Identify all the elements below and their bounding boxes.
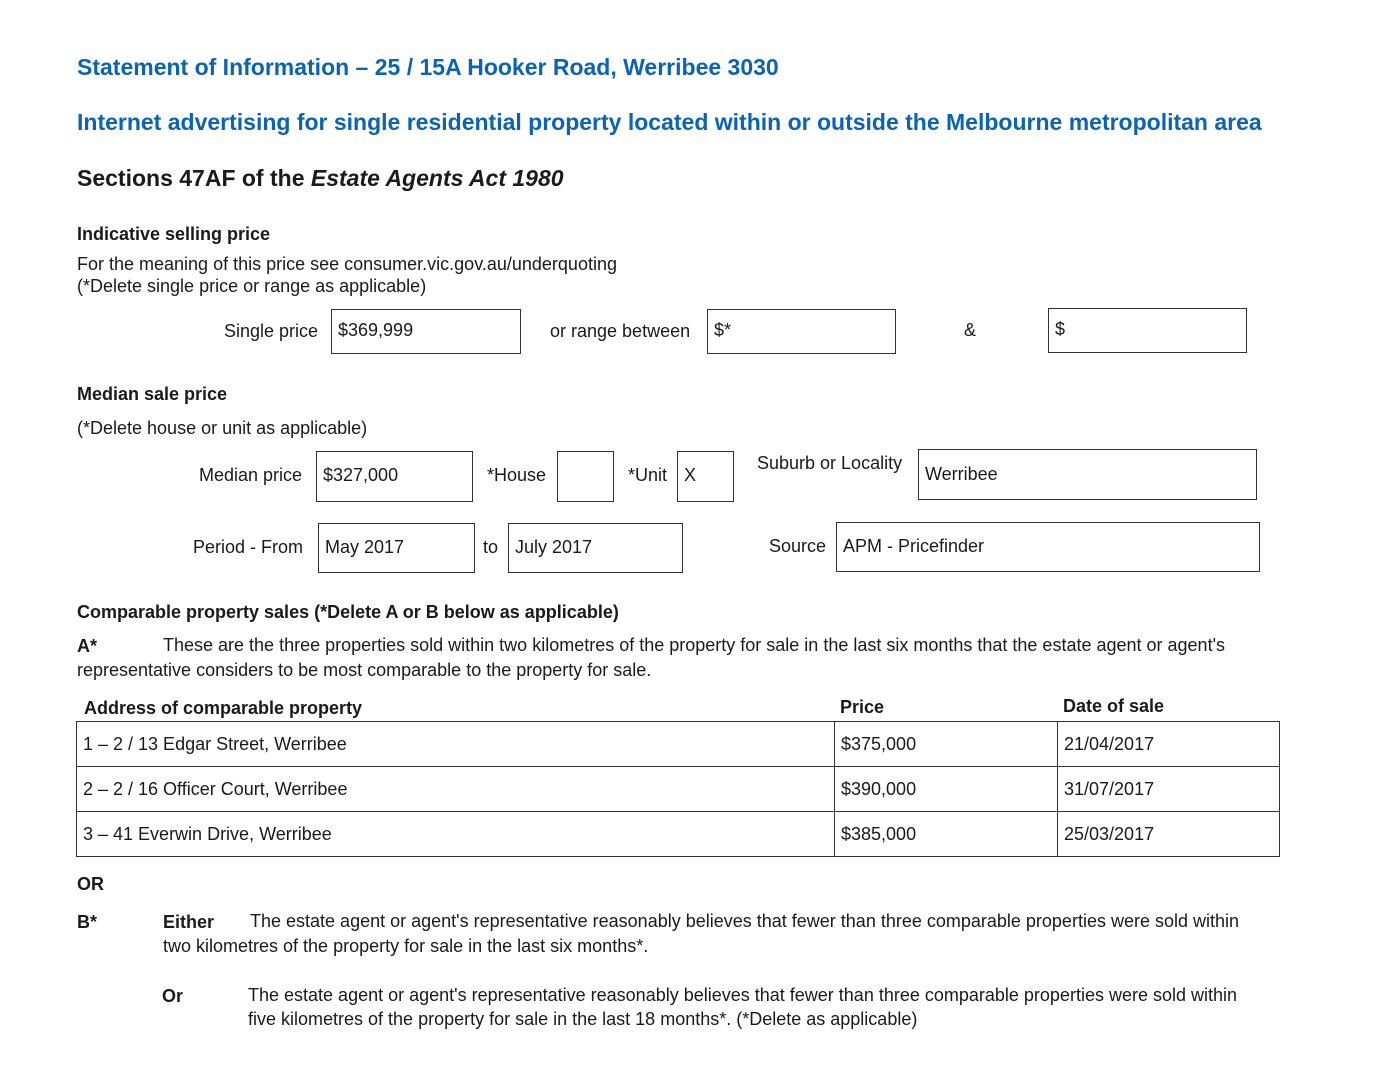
house-checkbox[interactable]	[557, 451, 614, 502]
unit-checkbox[interactable]: X	[677, 451, 734, 502]
or-option-text-line2: five kilometres of the property for sale in the last 18 months*. (*Delete as applicable)	[248, 1009, 918, 1029]
period-to-label: to	[483, 537, 499, 557]
column-header-price: Price	[840, 697, 885, 717]
period-to-field[interactable]: July 2017	[508, 523, 683, 573]
median-price-field[interactable]: $327,000	[316, 451, 473, 502]
or-option-label: Or	[162, 986, 184, 1006]
either-text-line1: The estate agent or agent's representative reasonably believes that fewer than three comparable properties were sold within	[250, 911, 1240, 931]
sections-heading	[77, 165, 564, 192]
either-label: Either	[163, 912, 215, 932]
comparable-sales-table	[76, 721, 1280, 857]
unit-label: *Unit	[628, 465, 668, 485]
date-cell[interactable]: 31/07/2017	[1058, 767, 1280, 812]
suburb-label: Suburb or Locality	[757, 453, 903, 473]
sections-prefix: Sections 47AF of the	[77, 165, 311, 191]
address-cell[interactable]: 2 – 2 / 16 Officer Court, Werribee	[77, 767, 835, 812]
range-ampersand: &	[964, 320, 977, 340]
period-from-field[interactable]: May 2017	[318, 523, 475, 573]
column-header-date: Date of sale	[1063, 696, 1165, 716]
range-to-field[interactable]: $	[1048, 308, 1247, 353]
date-cell[interactable]: 25/03/2017	[1058, 812, 1280, 857]
address-cell[interactable]: 3 – 41 Everwin Drive, Werribee	[77, 812, 835, 857]
single-price-field[interactable]: $369,999	[331, 309, 521, 354]
address-cell[interactable]: 1 – 2 / 13 Edgar Street, Werribee	[77, 722, 835, 767]
median-price-label: Median price	[199, 465, 303, 485]
median-note: (*Delete house or unit as applicable)	[77, 418, 368, 438]
median-heading: Median sale price	[77, 384, 228, 404]
option-a-label: A*	[77, 636, 98, 656]
column-header-address: Address of comparable property	[84, 698, 363, 718]
single-price-label: Single price	[224, 321, 319, 341]
price-cell[interactable]: $375,000	[835, 722, 1058, 767]
table-row	[77, 812, 1280, 857]
range-from-field[interactable]: $*	[707, 309, 896, 354]
act-name: Estate Agents Act 1980	[310, 165, 564, 191]
suburb-field[interactable]: Werribee	[918, 449, 1257, 500]
indicative-note-2: (*Delete single price or range as applicable)	[77, 276, 427, 296]
source-field[interactable]: APM - Pricefinder	[836, 522, 1260, 572]
price-cell[interactable]: $385,000	[835, 812, 1058, 857]
period-from-label: Period - From	[193, 537, 304, 557]
option-a-text-line2: representative considers to be most comparable to the property for sale.	[77, 660, 652, 680]
house-label: *House	[487, 465, 547, 485]
indicative-heading: Indicative selling price	[77, 224, 271, 244]
source-label: Source	[769, 536, 827, 556]
indicative-note-1: For the meaning of this price see consumer.vic.gov.au/underquoting	[77, 254, 617, 274]
table-row	[77, 722, 1280, 767]
date-cell[interactable]: 21/04/2017	[1058, 722, 1280, 767]
option-b-label: B*	[77, 912, 98, 932]
table-row	[77, 767, 1280, 812]
option-a-text-line1: These are the three properties sold within two kilometres of the property for sale in the last six months that the estate agent or agent's	[163, 635, 1225, 655]
comparable-heading: Comparable property sales (*Delete A or B below as applicable)	[77, 602, 619, 622]
page-title: Statement of Information – 25 / 15A Hooker Road, Werribee 3030	[77, 54, 779, 80]
range-label: or range between	[550, 321, 691, 341]
price-cell[interactable]: $390,000	[835, 767, 1058, 812]
either-text-line2: two kilometres of the property for sale in the last six months*.	[163, 936, 649, 956]
or-separator: OR	[77, 874, 104, 894]
or-option-text-line1: The estate agent or agent's representative reasonably believes that fewer than three comparable properties were sold within	[248, 985, 1238, 1005]
page-subtitle: Internet advertising for single residential property located within or outside the Melbourne metropolitan area	[77, 109, 1262, 135]
